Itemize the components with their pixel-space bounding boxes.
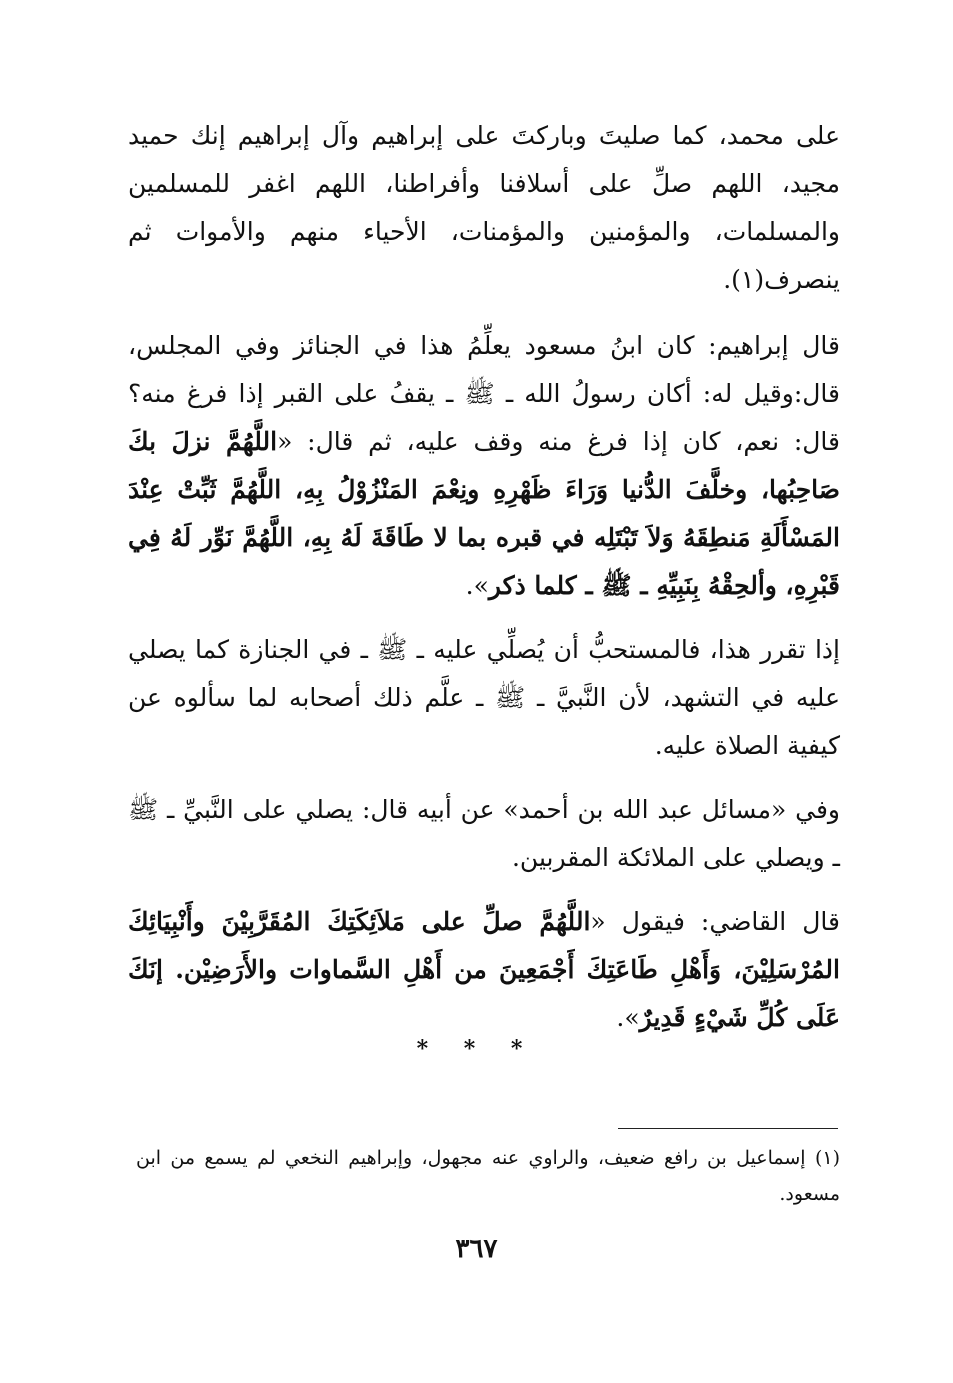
- paragraph-2-intro: قال إبراهيم: كان ابنُ مسعود يعلِّمُ هذا في الجنائز وفي المجلس، قال:وقيل له: أكان رسولُ الله ـ ﷺ ـ يقفُ على القبر إذا فرغ منه؟ قال: نعم، كان إذا فرغ منه وقف عليه، ثم قال: «: [128, 331, 840, 456]
- paragraph-4-text: وفي «مسائل عبد الله بن أحمد» عن أبيه قال: يصلي على النَّبيِّ ـ ﷺ ـ ويصلي على الملائكة المقربين.: [128, 795, 840, 872]
- paragraph-3-text: إذا تقرر هذا، فالمستحبُّ أن يُصلِّي عليه ـ ﷺ ـ في الجنازة كما يصلي عليه في التشهد، لأن النَّبيَّ ـ ﷺ ـ علَّم ذلك أصحابه لما سألوه عن كيفية الصلاة عليه.: [128, 635, 840, 760]
- paragraph-4: [128, 786, 840, 882]
- paragraph-5: [128, 898, 840, 1042]
- page-number: ٣٦٧: [455, 1234, 498, 1264]
- paragraph-2-closing: ».: [465, 571, 489, 600]
- paragraph-2-supplication: اللَّهُمَّ نزلَ بكَ صَاحِبُها، وخلَّفَ الدُّنيا وَرَاءَ ظَهْرِهِ ونِعْمَ المَنْزُوْلُ بِهِ، اللَّهُمَّ ثَبِّتْ عِنْدَ المَسْأَلَةِ مَنطِقَهُ وَلاَ تَبْتَلِه في قبره بما لا طَاقَةَ لَهُ بِهِ، اللَّهُمَّ نَوِّر لَهُ فِي قَبْرِهِ، وألحِقْهُ بِنَبِيِّهِ ـ ﷺ ـ كلما ذكر: [128, 427, 840, 600]
- paragraph-5-intro: قال القاضي: فيقول «: [590, 907, 840, 936]
- main-text: [128, 112, 840, 1058]
- paragraph-1: [128, 112, 840, 304]
- footnotes: [136, 1140, 840, 1212]
- paragraph-2: [128, 322, 840, 610]
- paragraph-5-supplication: اللَّهُمَّ صلِّ على مَلاَئِكَتِكَ المُقَرَّبِيْنَ وأَنْبِيَائِكَ المُرْسَلِيْنَ، وَأَهْلِ طَاعَتِكَ أَجْمَعِينَ من أَهْلِ السَّماوات والأَرَضِيْن. إنَكَ عَلَى كُلِّ شَيْءٍ قَدِيرٌ: [128, 907, 840, 1032]
- paragraph-1-text: على محمد، كما صليتَ وباركتَ على إبراهيم وآل إبراهيم إنك حميد مجيد، اللهم صلِّ على أسلافنا وأفراطنا، اللهم اغفر للمسلمين والمسلمات، والمؤمنين والمؤمنات، الأحياء منهم والأموات ثم ينصرف(١).: [128, 121, 840, 294]
- section-separator: * * *: [416, 1036, 537, 1062]
- paragraph-5-closing: ».: [616, 1003, 640, 1032]
- paragraph-3: [128, 626, 840, 770]
- footnote-1: (١) إسماعيل بن رافع ضعيف، والراوي عنه مجهول، وإبراهيم النخعي لم يسمع من ابن مسعود.: [136, 1147, 840, 1205]
- footnote-divider: [618, 1128, 838, 1129]
